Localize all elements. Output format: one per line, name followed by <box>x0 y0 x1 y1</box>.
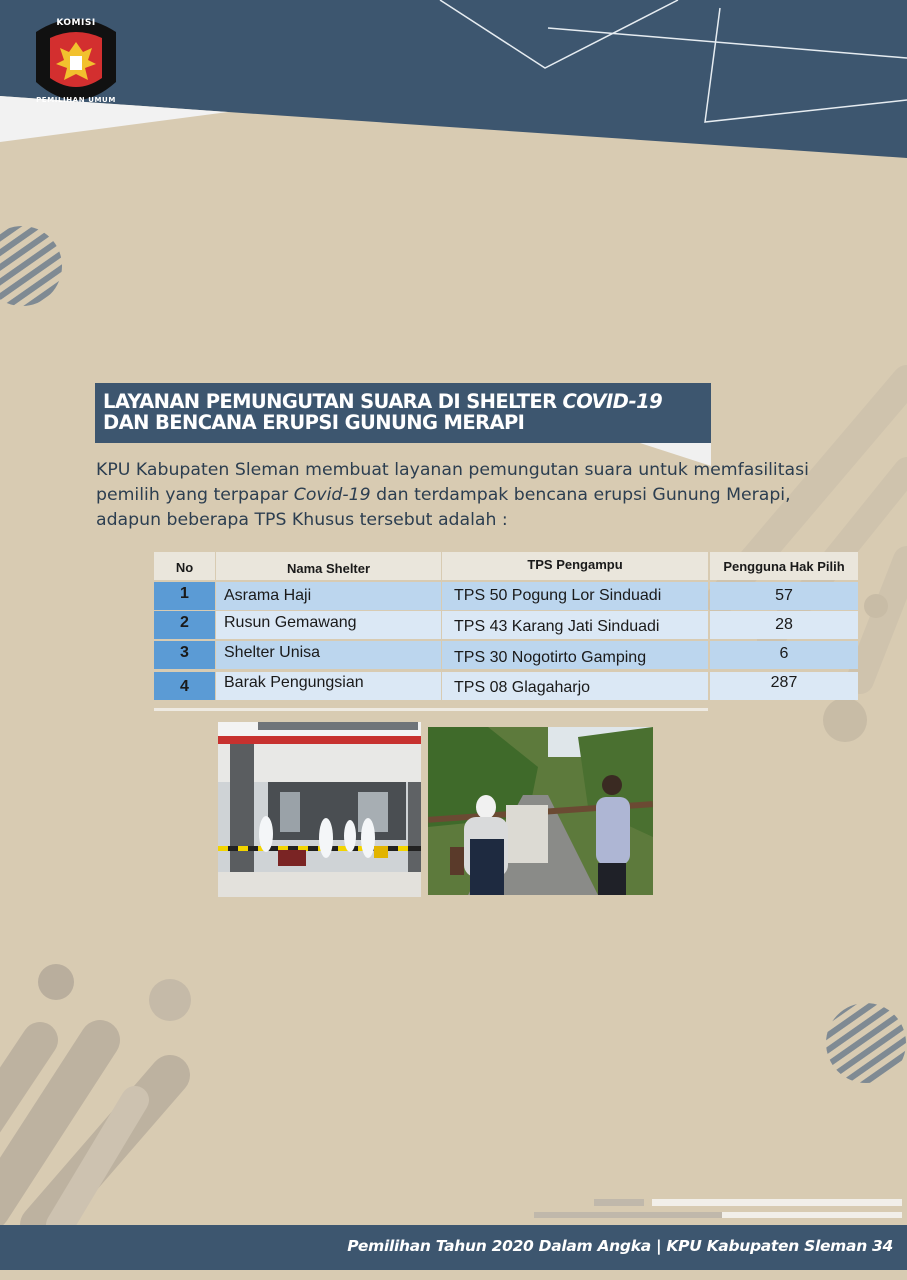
row-shelter: Barak Pengungsian <box>216 672 441 700</box>
title-line-1-emphasis: COVID-19 <box>562 390 663 413</box>
header-pengguna-hak-pilih: Pengguna Hak Pilih <box>710 552 858 580</box>
row-no: 4 <box>154 672 215 700</box>
row-tps: TPS 30 Nogotirto Gamping <box>442 641 708 669</box>
header-nama-shelter: Nama Shelter <box>216 552 441 580</box>
intro-emphasis: Covid-19 <box>293 485 371 505</box>
header-no: No <box>154 552 215 580</box>
logo-bottom-text: PEMILIHAN UMUM <box>36 96 116 104</box>
section-title <box>95 383 711 443</box>
intro-paragraph <box>96 458 856 533</box>
row-hak-pilih: 6 <box>710 641 858 669</box>
row-no: 2 <box>154 611 215 639</box>
footer-text: Pemilihan Tahun 2020 Dalam Angka | KPU Kabupaten Sleman 34 <box>347 1237 893 1255</box>
row-tps: TPS 50 Pogung Lor Sinduadi <box>442 582 708 610</box>
title-line-2: DAN BENCANA ERUPSI GUNUNG MERAPI <box>103 411 525 434</box>
row-shelter: Asrama Haji <box>216 582 441 610</box>
row-shelter: Shelter Unisa <box>216 641 441 669</box>
intro-text-1: KPU Kabupaten Sleman membuat layanan pemungutan suara untuk memfasilitasi pemilih yang terpapar <box>96 460 809 505</box>
row-tps: TPS 43 Karang Jati Sinduadi <box>442 611 708 639</box>
intro-text-2: dan terdampak bencana erupsi Gunung Merapi, adapun beberapa TPS Khusus tersebut adalah : <box>96 485 791 530</box>
row-shelter: Rusun Gemawang <box>216 611 441 639</box>
row-hak-pilih: 57 <box>710 582 858 610</box>
title-line-1-text: LAYANAN PEMUNGUTAN SUARA DI SHELTER <box>103 390 557 413</box>
footer-bar <box>0 1225 907 1270</box>
kpu-logo <box>30 12 122 112</box>
logo-top-text: KOMISI <box>56 18 96 28</box>
row-hak-pilih: 287 <box>710 672 858 700</box>
table-bottom-border <box>154 708 708 711</box>
row-tps: TPS 08 Glagaharjo <box>442 672 708 700</box>
photo-village-road <box>428 727 653 895</box>
title-line-1 <box>103 391 711 412</box>
header-tps-pengampu: TPS Pengampu <box>442 552 708 580</box>
row-hak-pilih: 28 <box>710 611 858 639</box>
row-no: 3 <box>154 641 215 669</box>
photo-shelter-building <box>218 722 421 897</box>
row-no: 1 <box>154 582 215 610</box>
